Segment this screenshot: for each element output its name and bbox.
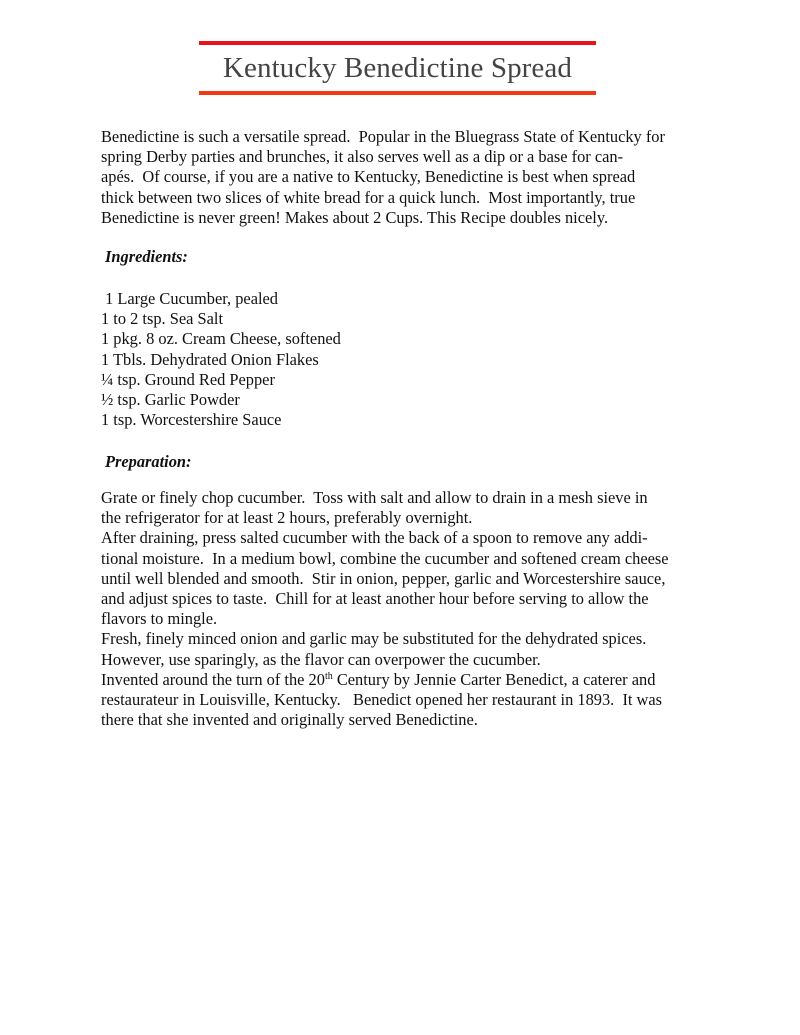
preparation-line: the refrigerator for at least 2 hours, preferably overnight. — [101, 508, 473, 528]
page-title: Kentucky Benedictine Spread — [223, 52, 572, 84]
intro-paragraph — [101, 127, 741, 228]
ingredient-item: ½ tsp. Garlic Powder — [101, 390, 240, 410]
ingredient-item: 1 tsp. Worcestershire Sauce — [101, 410, 282, 430]
title-rule-bottom — [199, 91, 596, 95]
intro-line: thick between two slices of white bread for a quick lunch. Most importantly, true — [101, 187, 636, 207]
intro-line: Benedictine is never green! Makes about 2 Cups. This Recipe doubles nicely. — [101, 207, 609, 227]
history-text: Invented around the turn of the 20 — [101, 669, 325, 689]
preparation-line: After draining, press salted cucumber with the back of a spoon to remove any addi- — [101, 528, 648, 548]
ingredients-list — [101, 289, 741, 430]
preparation-line: However, use sparingly, as the flavor can overpower the cucumber. — [101, 649, 541, 669]
ingredient-item: 1 Large Cucumber, pealed — [101, 289, 278, 308]
preparation-line: and adjust spices to taste. Chill for at least another hour before serving to allow the — [101, 589, 649, 609]
history-line — [101, 670, 741, 690]
intro-line: apés. Of course, if you are a native to Kentucky, Benedictine is best when spread — [101, 167, 636, 187]
ingredient-item: ¼ tsp. Ground Red Pepper — [101, 369, 275, 389]
title-rule-top — [199, 41, 596, 45]
preparation-line: Grate or finely chop cucumber. Toss with salt and allow to drain in a mesh sieve in — [101, 488, 648, 507]
preparation-line: tional moisture. In a medium bowl, combine the cucumber and softened cream cheese — [101, 548, 669, 568]
preparation-line: until well blended and smooth. Stir in onion, pepper, garlic and Worcestershire sauce, — [101, 568, 666, 588]
preparation-heading: Preparation: — [105, 452, 192, 471]
ingredient-item: 1 pkg. 8 oz. Cream Cheese, softened — [101, 329, 341, 349]
history-line: restaurateur in Louisville, Kentucky. Benedict opened her restaurant in 1893. It was — [101, 690, 663, 710]
intro-line: spring Derby parties and brunches, it also serves well as a dip or a base for can- — [101, 147, 624, 167]
preparation-line: Fresh, finely minced onion and garlic may be substituted for the dehydrated spices. — [101, 629, 647, 649]
preparation-line: flavors to mingle. — [101, 609, 218, 629]
ingredient-item: 1 to 2 tsp. Sea Salt — [101, 309, 224, 329]
preparation-text — [101, 488, 741, 730]
history-text: Century by Jennie Carter Benedict, a caterer and — [332, 669, 656, 689]
intro-line: Benedictine is such a versatile spread. Popular in the Bluegrass State of Kentucky for — [101, 127, 665, 146]
history-line: there that she invented and originally served Benedictine. — [101, 710, 478, 730]
ingredients-heading: Ingredients: — [105, 247, 188, 266]
ordinal-suffix: th — [324, 670, 333, 682]
ingredient-item: 1 Tbls. Dehydrated Onion Flakes — [101, 349, 319, 369]
